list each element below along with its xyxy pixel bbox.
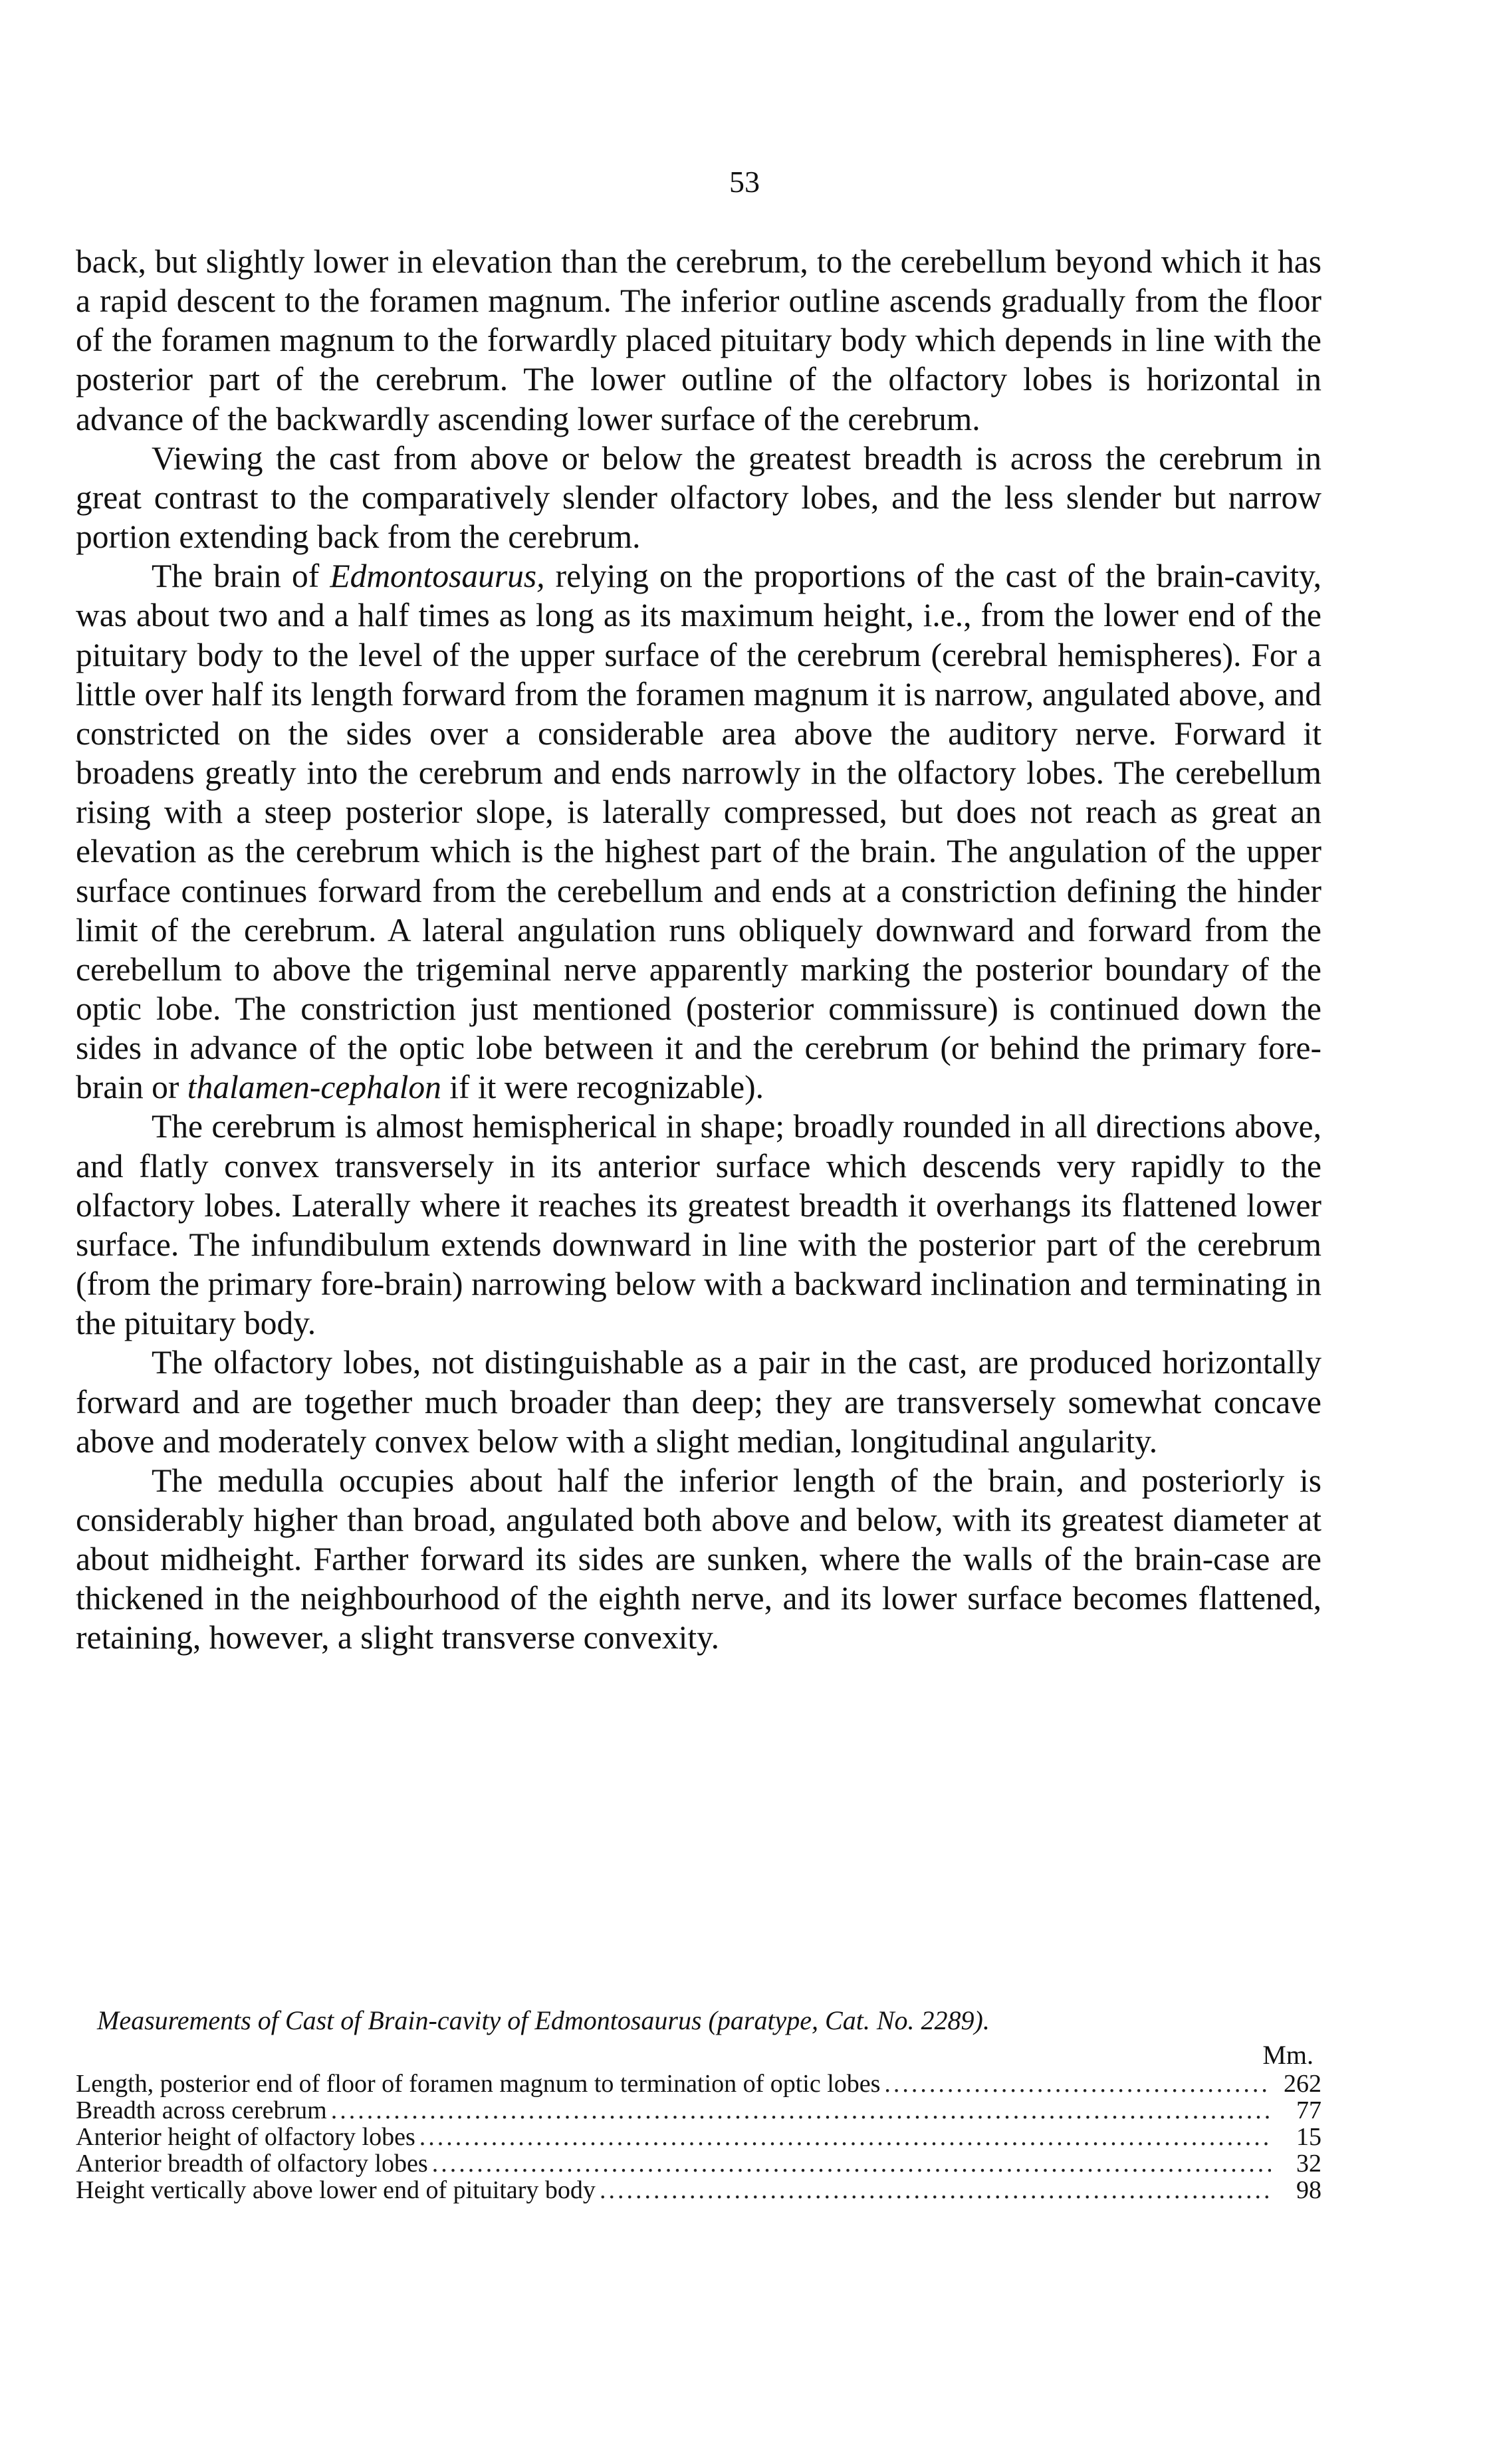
paragraph [76, 439, 1321, 556]
paragraph [76, 556, 1321, 1107]
measurement-label: Breadth across cerebrum [76, 2096, 327, 2124]
leader-dots [432, 2150, 1271, 2177]
italic-text: thalamen-cephalon [187, 1069, 441, 1106]
paragraph [76, 1343, 1321, 1460]
measurement-label: Height vertically above lower end of pituitary body [76, 2176, 596, 2204]
measurement-row [76, 2150, 1321, 2177]
paragraph [76, 1461, 1321, 1658]
leader-dots [419, 2124, 1271, 2150]
measurement-row [76, 2071, 1321, 2097]
measurement-label: Length, posterior end of floor of foramen magnum to termination of optic lobes [76, 2070, 881, 2098]
unit-header: Mm. [1262, 2040, 1314, 2070]
page-number: 53 [729, 165, 760, 199]
measurements-table [76, 2004, 1321, 2203]
text-segment: The cerebrum is almost hemispherical in shape; broadly rounded in all directions above, and flatly convex transversely in its anterior surface which descends very rapidly to the olfactory lobes. Laterally where it reaches its greatest breadth it overhangs its flattened lower surface. The infundibulum extends downward in line with the posterior part of the cerebrum (from the primary fore-brain) narrowing below with a backward inclination and terminating in the pituitary body. [76, 1108, 1321, 1342]
measurement-row [76, 2177, 1321, 2203]
text-segment: The olfactory lobes, not distinguishable as a pair in the cast, are produced horizontally forward and are together much broader than deep; they are transversely somewhat concave above and moderately convex below with a slight median, longitudinal angularity. [76, 1344, 1321, 1460]
measurement-value: 262 [1284, 2070, 1321, 2098]
text-segment: back, but slightly lower in elevation than the cerebrum, to the cerebellum beyond which it has a rapid descent to the foramen magnum. The inferior outline ascends gradually from the floor of the foramen magnum to the forwardly placed pituitary body which depends in line with the posterior part of the cerebrum. The lower outline of the olfactory lobes is horizontal in advance of the backwardly ascending lower surface of the cerebrum. [76, 243, 1321, 437]
text-segment: The medulla occupies about half the inferior length of the brain, and posteriorly is considerably higher than broad, angulated both above and below, with its greatest diameter at about midheight. Farther forward its sides are sunken, where the walls of the brain-case are thickened in the neighbourhood of the eighth nerve, and its lower surface becomes flattened, retaining, however, a slight transverse convexity. [76, 1462, 1321, 1656]
measurement-value: 15 [1296, 2123, 1321, 2151]
paragraph [76, 242, 1321, 439]
measurement-row [76, 2097, 1321, 2124]
leader-dots [331, 2097, 1271, 2124]
italic-text: Edmontosaurus, [330, 558, 545, 595]
table-caption: Measurements of Cast of Brain-cavity of Edmontosaurus (paratype, Cat. No. 2289). [97, 2005, 990, 2035]
body-text [76, 242, 1321, 1658]
measurement-value: 98 [1296, 2176, 1321, 2204]
measurement-value: 32 [1296, 2150, 1321, 2178]
text-segment: if it were recognizable). [441, 1069, 764, 1106]
text-segment: Viewing the cast from above or below the greatest breadth is across the cerebrum in great contrast to the comparatively slender olfactory lobes, and the less slender but narrow portion extending back from the cerebrum. [76, 439, 1321, 556]
text-segment: relying on the proportions of the cast of the brain-cavity, was about two and a half times as long as its maximum height, i.e., from the lower end of the pituitary body to the level of the upper surface of the cerebrum (cerebral hemispheres). For a little over half its length forward from the foramen magnum it is narrow, angulated above, and constricted on the sides over a considerable area above the auditory nerve. Forward it broadens greatly into the cerebrum and ends narrowly in the olfactory lobes. The cerebellum rising with a steep posterior slope, is laterally compressed, but does not reach as great an elevation as the cerebrum which is the highest part of the brain. The angulation of the upper surface continues forward from the cerebellum and ends at a constriction defining the hinder limit of the cerebrum. A lateral angulation runs obliquely downward and forward from the cerebellum to above the trigeminal nerve apparently marking the posterior boundary of the optic lobe. The constriction just mentioned (posterior commissure) is continued down the sides in advance of the optic lobe between it and the cerebrum (or behind the primary fore-brain or [76, 558, 1321, 1106]
leader-dots [600, 2177, 1271, 2203]
leader-dots [884, 2071, 1271, 2097]
measurement-label: Anterior breadth of olfactory lobes [76, 2150, 428, 2178]
paragraph [76, 1107, 1321, 1343]
text-segment: The brain of [152, 558, 330, 595]
measurement-value: 77 [1296, 2096, 1321, 2124]
measurement-row [76, 2124, 1321, 2150]
measurement-label: Anterior height of olfactory lobes [76, 2123, 415, 2151]
